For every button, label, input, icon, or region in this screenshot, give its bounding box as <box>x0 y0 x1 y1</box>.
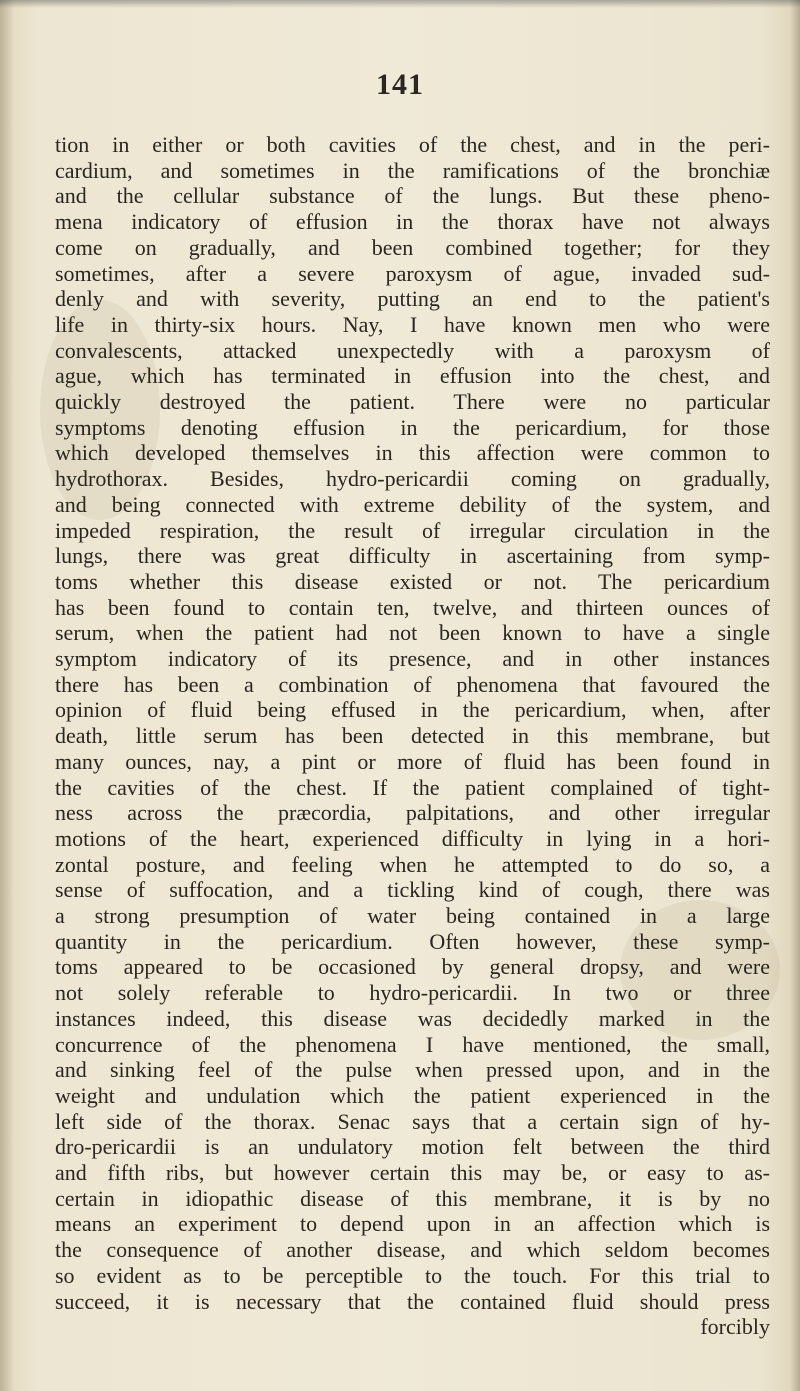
text-line: which developed themselves in this affection were common to <box>55 440 770 466</box>
text-line: the cavities of the chest. If the patient complained of tight- <box>55 774 770 800</box>
page-number: 141 <box>376 68 424 101</box>
text-line: dro-pericardii is an undulatory motion felt between the third <box>55 1134 770 1160</box>
text-line: tion in either or both cavities of the chest, and in the peri- <box>55 132 770 157</box>
text-line: symptom indicatory of its presence, and in other instances <box>55 646 770 671</box>
text-line: cardium, and sometimes in the ramifications of the bronchiæ <box>55 157 770 183</box>
text-line: mena indicatory of effusion in the thorax have not always <box>55 209 770 235</box>
text-line: instances indeed, this disease was decidedly marked in the <box>55 1005 770 1031</box>
text-line: not solely referable to hydro-pericardii. In two or three <box>55 980 770 1006</box>
text-line: toms whether this disease existed or not. The pericardium <box>55 568 770 594</box>
text-line: serum, when the patient had not been known to have a single <box>55 620 770 646</box>
text-line: certain in idiopathic disease of this membrane, it is by no <box>55 1185 770 1211</box>
text-line: opinion of fluid being effused in the pericardium, when, after <box>55 697 770 723</box>
text-line: symptoms denoting effusion in the pericardium, for those <box>55 414 770 440</box>
text-line: impeded respiration, the result of irregular circulation in the <box>55 517 770 543</box>
text-line: and being connected with extreme debility of the system, and <box>55 491 770 517</box>
text-line: and fifth ribs, but however certain this may be, or easy to as- <box>55 1160 770 1185</box>
text-line: come on gradually, and been combined together; for they <box>55 234 770 260</box>
text-line: a strong presumption of water being contained in a large <box>55 903 770 928</box>
text-line: ague, which has terminated in effusion into the chest, and <box>55 363 770 389</box>
text-line: sense of suffocation, and a tickling kind of cough, there was <box>55 877 770 903</box>
text-line: means an experiment to depend upon in an affection which is <box>55 1211 770 1237</box>
text-line: denly and with severity, putting an end to the patient's <box>55 286 770 312</box>
text-line: sometimes, after a severe paroxysm of ague, invaded sud- <box>55 260 770 286</box>
text-line: quickly destroyed the patient. There were no particular <box>55 389 770 414</box>
text-line: many ounces, nay, a pint or more of fluid has been found in <box>55 748 770 774</box>
text-line: weight and undulation which the patient experienced in the <box>55 1082 770 1108</box>
top-edge-shadow <box>0 0 800 8</box>
text-line: quantity in the pericardium. Often however, these symp- <box>55 928 770 954</box>
text-line: concurrence of the phenomena I have mentioned, the small, <box>55 1031 770 1057</box>
text-line: ness across the præcordia, palpitations, and other irregular <box>55 800 770 826</box>
text-line: motions of the heart, experienced difficulty in lying in a hori- <box>55 825 770 851</box>
text-line: and the cellular substance of the lungs. But these pheno- <box>55 183 770 209</box>
page-edge-shadow <box>790 0 800 1391</box>
text-line: left side of the thorax. Senac says that a certain sign of hy- <box>55 1108 770 1134</box>
text-line: life in thirty-six hours. Nay, I have known men who were <box>55 311 770 337</box>
text-line: the consequence of another disease, and which seldom becomes <box>55 1237 770 1263</box>
text-line: zontal posture, and feeling when he attempted to do so, a <box>55 851 770 877</box>
text-line: there has been a combination of phenomena that favoured the <box>55 671 770 697</box>
text-line: hydrothorax. Besides, hydro-pericardii coming on gradually, <box>55 466 770 492</box>
text-line: forcibly <box>700 1314 770 1340</box>
text-line: and sinking feel of the pulse when pressed upon, and in the <box>55 1057 770 1083</box>
text-line: lungs, there was great difficulty in ascertaining from symp- <box>55 543 770 569</box>
text-line: death, little serum has been detected in this membrane, but <box>55 723 770 749</box>
text-line: succeed, it is necessary that the contained fluid should press <box>55 1288 770 1314</box>
text-line: convalescents, attacked unexpectedly with a paroxysm of <box>55 337 770 363</box>
text-line: has been found to contain ten, twelve, and thirteen ounces of <box>55 594 770 620</box>
binding-shadow <box>0 0 14 1391</box>
text-line: so evident as to be perceptible to the touch. For this trial to <box>55 1262 770 1288</box>
text-line: toms appeared to be occasioned by general dropsy, and were <box>55 954 770 980</box>
